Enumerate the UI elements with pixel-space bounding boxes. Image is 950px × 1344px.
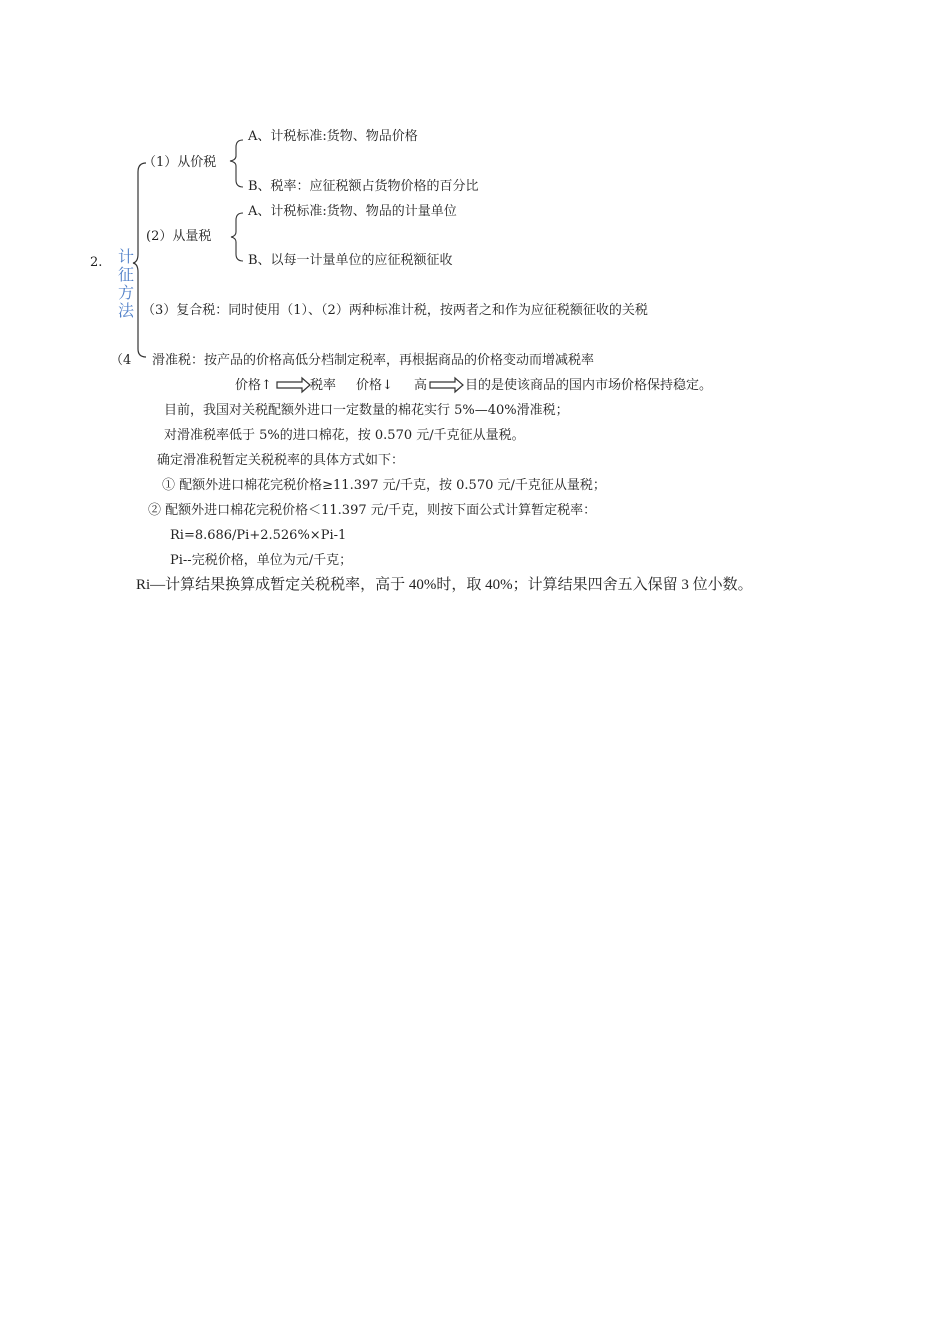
price-up: 价格↑: [235, 378, 272, 393]
by-price-item-b: B、税率：应征税额占货物价格的百分比: [248, 179, 479, 194]
ri-definition: Ri—计算结果换算成暂定关税税率，高于 40%时，取 40%；计算结果四舍五入保留 3 位小数。: [136, 577, 753, 593]
quantity-brace: [231, 213, 243, 261]
double-arrow-icon: [277, 378, 310, 392]
paragraph-current-policy: 目前，我国对关税配额外进口一定数量的棉花实行 5%—40%滑准税；: [164, 403, 569, 418]
vertical-title: [117, 248, 135, 320]
list-item-1: ① 配额外进口棉花完税价格≥11.397 元/千克，按 0.570 元/千克征从量税；: [162, 478, 606, 493]
vertical-title-char: 征: [117, 265, 134, 284]
by-quantity-label: (2）从量税: [146, 229, 212, 244]
sliding-tax-prefix: （4: [110, 353, 132, 368]
list-item-2: ② 配额外进口棉花完税价格＜11.397 元/千克，则按下面公式计算暂定税率：: [148, 503, 597, 518]
sliding-tax: 滑准税：按产品的价格高低分档制定税率，再根据商品的价格变动而增减税率: [152, 353, 595, 368]
by-quantity-item-a: A、计税标准:货物、物品的计量单位: [248, 204, 457, 219]
by-price-item-a: A、计税标准:货物、物品价格: [248, 129, 418, 144]
double-arrow-icon: [430, 378, 463, 392]
vertical-title-char: 方: [117, 283, 134, 302]
high-word: 高: [414, 378, 428, 393]
rate-word: 税率: [310, 378, 337, 393]
compound-tax: （3）复合税：同时使用（1）、（2）两种标准计税，按两者之和作为应征税额征收的关税: [142, 303, 648, 318]
price-down: 价格↓: [356, 378, 393, 393]
vertical-title-char: 法: [117, 301, 134, 320]
vertical-title-char: 计: [117, 247, 134, 266]
price-brace: [230, 140, 243, 187]
formula: Ri=8.686/Pi+2.526%×Pi-1: [170, 528, 347, 543]
paragraph-method-intro: 确定滑准税暂定关税税率的具体方式如下：: [157, 453, 405, 468]
section-number: 2.: [90, 255, 103, 270]
purpose-text: 目的是使该商品的国内市场价格保持稳定。: [465, 378, 713, 393]
paragraph-low-rate: 对滑准税率低于 5%的进口棉花，按 0.570 元/千克征从量税。: [164, 428, 525, 443]
by-quantity-item-b: B、以每一计量单位的应征税额征收: [248, 253, 453, 268]
by-price-label: （1）从价税: [143, 155, 217, 170]
pi-definition: Pi--完税价格，单位为元/千克；: [170, 553, 353, 568]
